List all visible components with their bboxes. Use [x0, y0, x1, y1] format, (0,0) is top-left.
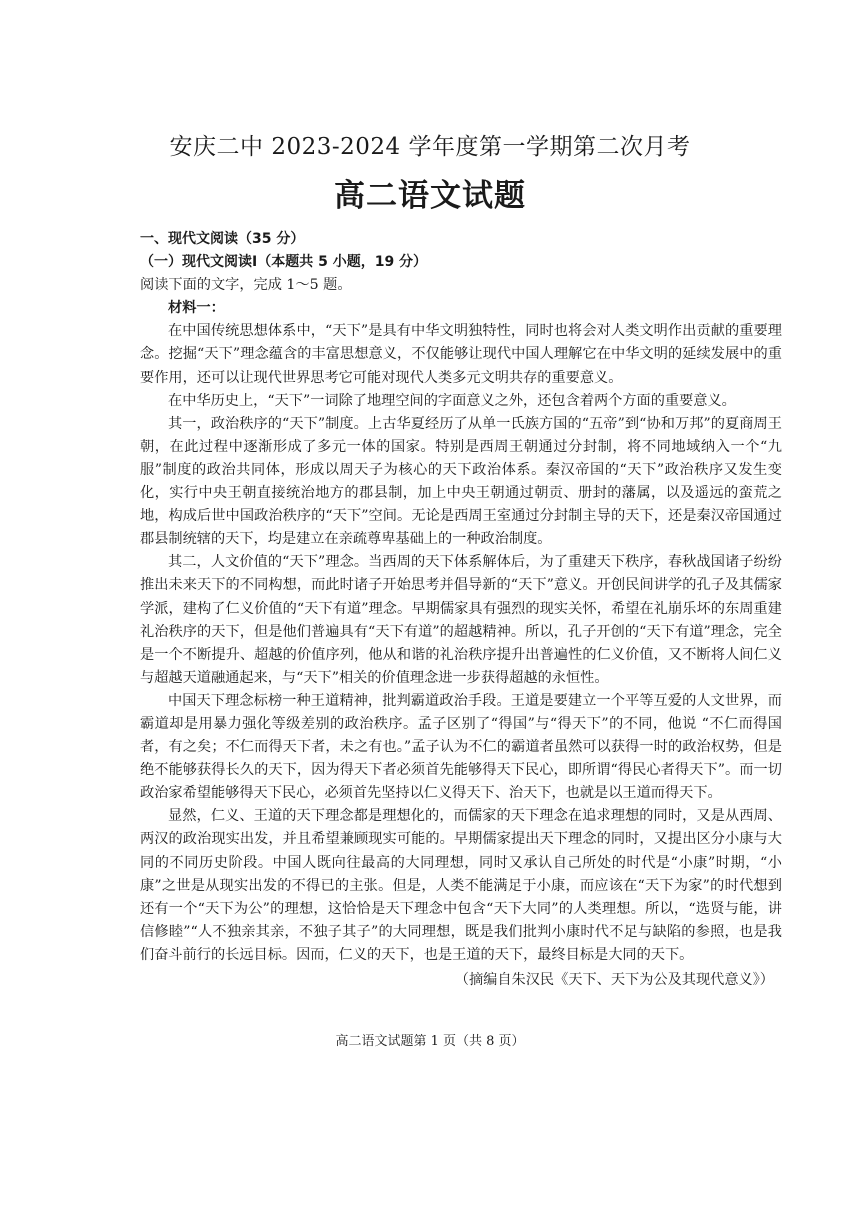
material-label: 材料一： — [168, 300, 225, 317]
paragraph-2: 在中华历史上，“天下”一词除了地理空间的字面意义之外，还包含着两个方面的重要意义。 — [168, 392, 736, 409]
exam-content — [140, 228, 782, 992]
exam-title: 安庆二中 2023-2024 学年度第一学期第二次月考 — [169, 134, 691, 160]
paragraph-6: 显然，仁义、王道的天下理念都是理想化的，而儒家的天下理念在追求理想的同时，又是从西周、两汉的政治现实出发，并且希望兼顾现实可能的。早期儒家提出天下理念的同时，又提出区分小康与大同的不同历史阶段。中国人既向往最高的大同理想，同时又承认自己所处的时代是“小康”时期，“小康”之世是从现实出发的不得已的主张。但是，人类不能满足于小康，而应该在“天下为家”的时代想到还有一个“天下为公”的理想，这恰恰是天下理念中包含“天下大同”的人类理想。所以，“选贤与能，讲信修睦”“人不独亲其亲，不独子其子”的大同理想，既是我们批判小康时代不足与缺陷的参照，也是我们奋斗前行的长远目标。因而，仁义的天下，也是王道的天下，最终目标是大同的天下。 — [140, 808, 782, 963]
instruction-text: 阅读下面的文字，完成 1～5 题。 — [140, 277, 352, 294]
source-citation: （摘编自朱汉民《天下、天下为公及其现代意义》） — [454, 972, 774, 988]
paragraph-5: 中国天下理念标榜一种王道精神，批判霸道政治手段。王道是要建立一个平等互爱的人文世界，而霸道却是用暴力强化等级差别的政治秩序。孟子区别了“得国”与“得天下”的不同，他说 “不仁而得国者，有之矣；不仁而得天下者，未之有也。”孟子认为不仁的霸道者虽然可以获得一时的政治权势，但是绝不能够获得长久的天下，因为得天下者必须首先能够得天下民心，即所谓“得民心者得天下”。而一切政治家希望能够得天下民心，必须首先坚持以仁义得天下、治天下，也就是以王道而得天下。 — [140, 692, 782, 802]
section-subheading: （一）现代文阅读Ⅰ（本题共 5 小题，19 分） — [140, 254, 428, 271]
page-footer: 高二语文试题第 1 页（共 8 页） — [335, 1034, 525, 1049]
section-heading: 一、现代文阅读（35 分） — [140, 231, 305, 247]
paragraph-4: 其二，人文价值的“天下”理念。当西周的天下体系解体后，为了重建天下秩序，春秋战国诸子纷纷推出未来天下的不同构想，而此时诸子开始思考并倡导新的“天下”意义。开创民间讲学的孔子及其儒家学派，建构了仁义价值的“天下有道”理念。早期儒家具有强烈的现实关怀，希望在礼崩乐坏的东周重建礼治秩序的天下，但是他们普遍具有“天下有道”的超越精神。所以，孔子开创的“天下有道”理念，完全是一个不断提升、超越的价值序列，他从和谐的礼治秩序提升出普遍性的仁义价值，又不断将人间仁义与超越天道融通起来，与“天下”相关的价值理念进一步获得超越的永恒性。 — [140, 554, 782, 686]
paragraph-1: 在中国传统思想体系中，“天下”是具有中华文明独特性，同时也将会对人类文明作出贡献的重要理念。挖掘“天下”理念蕴含的丰富思想意义，不仅能够让现代中国人理解它在中华文明的延续发展中的重要作用，还可以让现代世界思考它可能对现代人类多元文明共存的重要意义。 — [140, 323, 782, 386]
paragraph-3: 其一，政治秩序的“天下”制度。上古华夏经历了从单一氏族方国的“五帝”到“协和万邦”的夏商周王朝，在此过程中逐渐形成了多元一体的国家。特别是西周王朝通过分封制，将不同地域纳入一个“九服”制度的政治共同体，形成以周天子为核心的天下政治体系。秦汉帝国的“天下”政治秩序又发生变化，实行中央王朝直接统治地方的郡县制，加上中央王朝通过朝贡、册封的藩属，以及遥远的蛮荒之地，构成后世中国政治秩序的“天下”空间。无论是西周王室通过分封制主导的天下，还是秦汉帝国通过郡县制统辖的天下，均是建立在亲疏尊卑基础上的一种政治制度。 — [140, 415, 782, 548]
subject-title: 高二语文试题 — [334, 178, 526, 214]
